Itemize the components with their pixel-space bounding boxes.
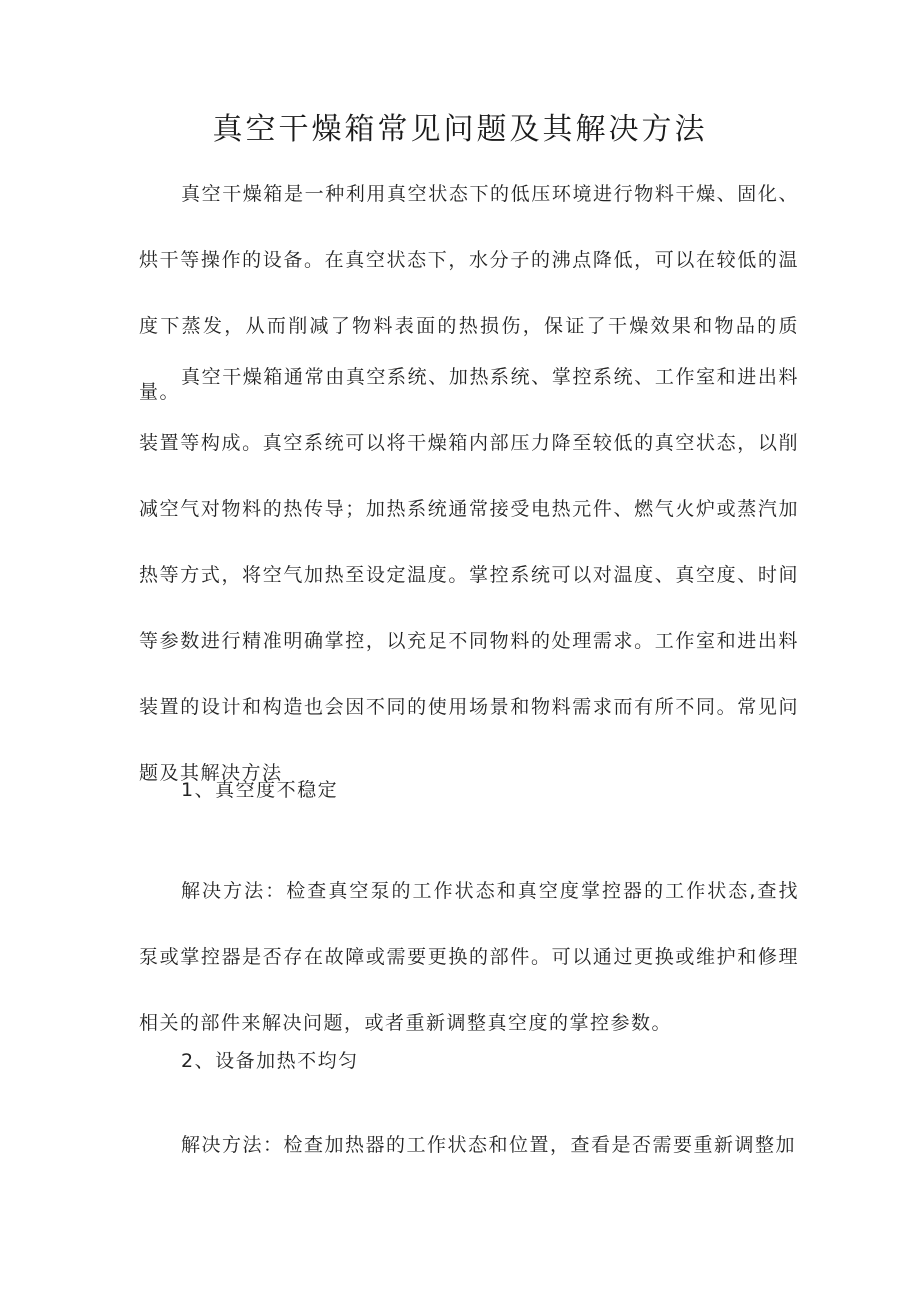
intro-paragraph: 真空干燥箱是一种利用真空状态下的低压环境进行物料干燥、固化、烘干等操作的设备。在真空状态下，水分子的沸点降低，可以在较低的温度下蒸发，从而削减了物料表面的热损伤，保证了干燥效果和物品的质量。 bbox=[139, 183, 799, 403]
issue-1-solution-paragraph: 解决方法：检查真空泵的工作状态和真空度掌控器的工作状态,查找泵或掌控器是否存在故障或需要更换的部件。可以通过更换或维护和修理相关的部件来解决问题，或者重新调整真空度的掌控参数。 bbox=[139, 880, 799, 1034]
issue-1-heading: 1、真空度不稳定 bbox=[181, 779, 339, 801]
document-title: 真空干燥箱常见问题及其解决方法 bbox=[212, 112, 708, 147]
issue-2-solution-paragraph: 解决方法：检查加热器的工作状态和位置，查看是否需要重新调整加 bbox=[181, 1134, 797, 1156]
issue-2-heading: 2、设备加热不均匀 bbox=[181, 1050, 359, 1072]
composition-paragraph: 真空干燥箱通常由真空系统、加热系统、掌控系统、工作室和进出料装置等构成。真空系统可以将干燥箱内部压力降至较低的真空状态，以削减空气对物料的热传导；加热系统通常接受电热元件、燃气火炉或蒸汽加热等方式，将空气加热至设定温度。掌控系统可以对温度、真空度、时间等参数进行精准明确掌控，以充足不同物料的处理需求。工作室和进出料装置的设计和构造也会因不同的使用场景和物料需求而有所不同。常见问题及其解决方法 bbox=[139, 366, 799, 784]
